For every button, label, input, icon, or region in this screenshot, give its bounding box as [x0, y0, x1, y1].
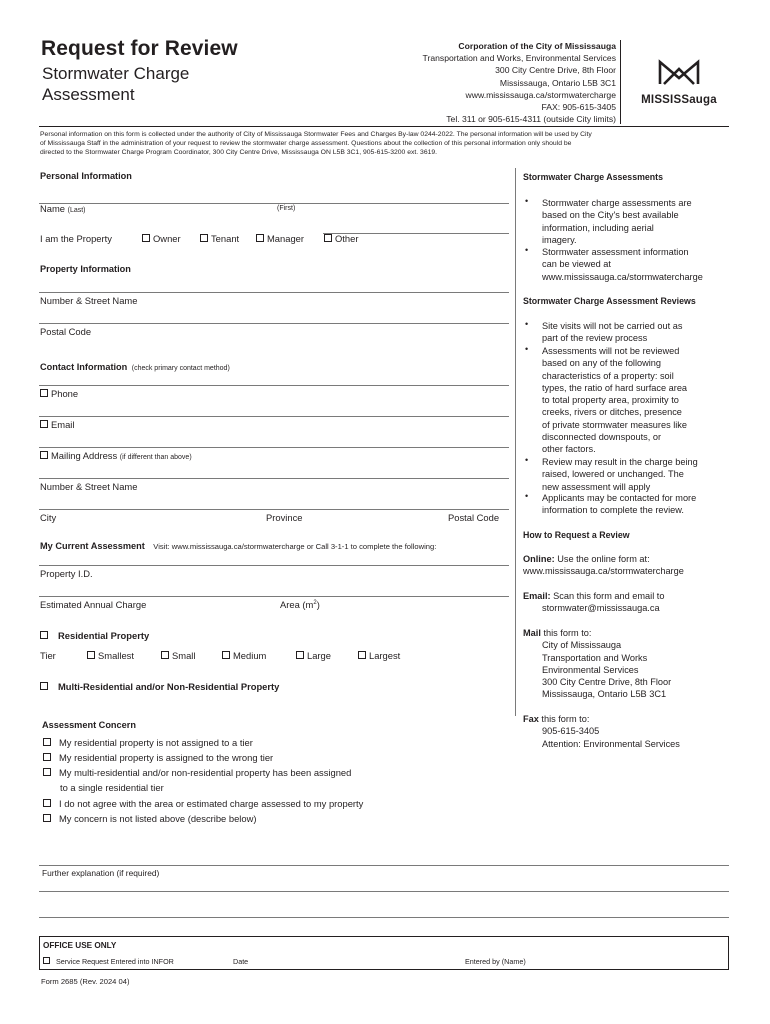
property-id-line[interactable] [39, 565, 509, 566]
notice-line: Personal information on this form is collected under the authority of City of Mississauga Stormwater Fees and Charges By-law 0244-2022. The personal information will be used by City [40, 131, 592, 138]
section-assessment-concern: Assessment Concern [42, 720, 136, 730]
bullet-icon: • [525, 319, 529, 329]
mississauga-logo [636, 58, 722, 104]
contact-phone-option[interactable] [40, 388, 78, 399]
province-label: Province [266, 512, 303, 523]
notice-line: of Mississauga Staff in the administration of your request to review the stormwater charge assessment. Questions about the collection of this personal information only should be [40, 140, 572, 148]
sidebar-how-heading: How to Request a Review [523, 530, 630, 540]
logo-wordmark: MISSISSauga [641, 94, 717, 106]
sidebar-assessments-heading: Stormwater Charge Assessments [523, 172, 663, 182]
explanation-line-2[interactable] [39, 891, 729, 892]
role-other-label: Other [335, 233, 359, 244]
assessment-instruction: Visit: www.mississauga.ca/stormwatercharge or Call 3-1-1 to complete the following: [153, 542, 437, 551]
form-subtitle [42, 63, 189, 105]
tier-largest-label: Largest [369, 650, 401, 661]
role-tenant-option[interactable] [200, 233, 239, 244]
concern-label-2: My residential property is assigned to the wrong tier [59, 752, 274, 763]
checkbox[interactable] [296, 651, 304, 659]
checkbox[interactable] [222, 651, 230, 659]
bullet-line: can be viewed at [542, 259, 611, 270]
tier-small-label: Small [172, 650, 196, 661]
concern-label-3: My multi-residential and/or non-residential property has been assigned [59, 767, 352, 778]
bullet-line: imagery. [542, 234, 577, 245]
tier-largest-option[interactable] [358, 650, 400, 661]
form-title: Request for Review [41, 37, 238, 60]
mailing-street-label: Number & Street Name [40, 481, 138, 492]
mississauga-logo-icon [636, 58, 722, 88]
mailing-street-line[interactable] [39, 478, 509, 479]
name-field-line[interactable] [39, 203, 509, 204]
further-explanation-label: Further explanation (if required) [42, 868, 160, 878]
contact-heading: Contact Information [40, 362, 128, 372]
office-entered-by-label: Entered by (Name) [465, 957, 526, 966]
role-other-option[interactable] [324, 233, 358, 244]
fax-number: 905-615-3405 [542, 726, 600, 737]
section-current-assessment [40, 536, 436, 554]
annual-charge-line[interactable] [39, 596, 509, 597]
how-mail [523, 627, 671, 701]
bullet-line: other factors. [542, 444, 596, 455]
property-street-label: Number & Street Name [40, 295, 138, 306]
tier-smallest-option[interactable] [87, 650, 134, 661]
mailing-postal-label: Postal Code [448, 512, 500, 523]
property-postal-line[interactable] [39, 323, 509, 324]
name-label-text: Name [40, 203, 66, 214]
checkbox[interactable] [43, 738, 51, 746]
privacy-notice [40, 130, 730, 158]
email-method-text: Scan this form and email to [553, 591, 665, 601]
bullet-line: new assessment will apply [542, 481, 651, 492]
concern-label-5: My concern is not listed above (describe below) [59, 813, 257, 824]
checkbox[interactable] [43, 753, 51, 761]
annual-charge-label: Estimated Annual Charge [40, 599, 147, 610]
header-rule [39, 126, 729, 127]
bullet-line: Site visits will not be carried out as [542, 321, 683, 331]
mailing-label: Mailing Address [51, 450, 118, 461]
org-line: Tel. 311 or 905-615-4311 (outside City limits) [446, 114, 616, 125]
bullet-line: creeks, rivers or ditches, presence [542, 407, 682, 418]
tier-medium-label: Medium [233, 650, 267, 661]
org-line: Transportation and Works, Environmental Services [422, 53, 616, 64]
residential-property-option[interactable] [40, 630, 149, 641]
checkbox[interactable] [43, 799, 51, 807]
checkbox[interactable] [40, 631, 48, 639]
tier-medium-option[interactable] [222, 650, 266, 661]
multi-residential-label: Multi-Residential and/or Non-Residential Property [58, 681, 280, 692]
section-property-information: Property Information [40, 264, 131, 274]
notice-line: directed to the Stormwater Charge Program Coordinator, 300 City Centre Drive, Mississauga ON L5B 3C1, 905-615-3200 ext. 3619. [40, 149, 438, 157]
sidebar-divider [515, 168, 516, 716]
concern-label-1: My residential property is not assigned to a tier [59, 737, 253, 748]
org-line: Mississauga, Ontario L5B 3C1 [499, 77, 616, 88]
bullet-line: Stormwater charge assessments are [542, 198, 692, 208]
bullet-icon: • [525, 455, 529, 465]
mailing-line[interactable] [39, 447, 509, 448]
bullet-line: part of the review process [542, 333, 648, 344]
online-label: Online: [523, 554, 555, 564]
checkbox[interactable] [256, 234, 264, 242]
contact-hint: (check primary contact method) [131, 365, 230, 372]
org-line: www.mississauga.ca/stormwatercharge [465, 89, 616, 100]
mailing-hint: (if different than above) [119, 454, 192, 461]
area-label-text: Area (m [280, 599, 314, 610]
review-bullet-4 [542, 492, 696, 517]
mail-address-line: Transportation and Works [542, 652, 648, 663]
review-bullet-3 [542, 456, 698, 493]
bullet-line: information, including aerial [542, 222, 654, 233]
tier-label: Tier [40, 650, 56, 661]
property-id-label: Property I.D. [40, 568, 93, 579]
email-method-label: Email: [523, 591, 551, 601]
form-number: Form 2685 (Rev. 2024 04) [41, 977, 130, 986]
tier-small-option[interactable] [161, 650, 195, 661]
fax-method-text: this form to: [541, 714, 590, 724]
tier-large-option[interactable] [296, 650, 331, 661]
multi-residential-option[interactable] [40, 681, 279, 692]
residential-property-label: Residential Property [58, 630, 150, 641]
checkbox[interactable] [40, 389, 48, 397]
first-name-hint: (First) [277, 205, 296, 212]
review-bullet-1 [542, 320, 682, 345]
property-postal-label: Postal Code [40, 326, 92, 337]
review-bullet-2 [542, 345, 687, 456]
mail-method-text: this form to: [543, 628, 592, 638]
checkbox[interactable] [43, 814, 51, 822]
property-street-line[interactable] [39, 292, 509, 293]
city-line[interactable] [39, 509, 509, 510]
name-label [40, 203, 86, 214]
service-request-option[interactable] [43, 957, 174, 966]
office-date-label: Date [233, 957, 249, 966]
org-line: FAX: 905-615-3405 [541, 102, 616, 113]
bullet-line: based on any of the following [542, 358, 662, 369]
org-line: 300 City Centre Drive, 8th Floor [495, 65, 616, 76]
bullet-line: disconnected downspouts, or [542, 432, 662, 443]
online-text: Use the online form at: [557, 554, 650, 564]
mail-address-line: City of Mississauga [542, 640, 622, 651]
bullet-line: Stormwater assessment information [542, 247, 689, 257]
role-tenant-label: Tenant [211, 233, 240, 244]
phone-line[interactable] [39, 385, 509, 386]
area-label [280, 599, 320, 610]
subtitle-line-2: Assessment [42, 85, 135, 104]
concern-option-5[interactable] [43, 813, 257, 824]
bullet-line: of private stormwater measures like [542, 419, 688, 430]
how-email [523, 590, 664, 615]
mail-address-line: Environmental Services [542, 664, 639, 675]
bullet-line: based on the City's best available [542, 210, 679, 221]
sidebar-reviews-heading: Stormwater Charge Assessment Reviews [523, 296, 696, 306]
org-name: Corporation of the City of Mississauga [458, 41, 616, 51]
bullet-icon: • [525, 245, 529, 255]
assessment-bullet-2 [542, 246, 703, 283]
concern-option-2[interactable] [43, 752, 273, 763]
city-label: City [40, 512, 57, 523]
checkbox[interactable] [43, 957, 50, 964]
property-role-label: I am the Property [40, 233, 112, 244]
fax-attention: Attention: Environmental Services [542, 738, 680, 749]
online-url-link[interactable]: www.mississauga.ca/stormwatercharge [523, 566, 684, 577]
mail-address-line: 300 City Centre Drive, 8th Floor [542, 677, 672, 688]
bullet-line: information to complete the review. [542, 505, 684, 516]
office-use-heading: OFFICE USE ONLY [43, 941, 117, 950]
concern-option-1[interactable] [43, 737, 253, 748]
bullet-line: types, the ratio of hard surface area [542, 382, 688, 393]
section-contact-information [40, 357, 230, 375]
checkbox[interactable] [358, 651, 366, 659]
bullet-line: characteristics of a property: soil [542, 370, 674, 381]
email-address-link[interactable]: stormwater@mississauga.ca [542, 603, 660, 614]
role-owner-label: Owner [153, 233, 181, 244]
bullet-icon: • [525, 196, 529, 206]
concern-option-3[interactable] [43, 767, 351, 778]
checkbox[interactable] [43, 768, 51, 776]
fax-method-label: Fax [523, 714, 539, 724]
contact-mailing-option[interactable] [40, 450, 192, 461]
checkbox[interactable] [40, 420, 48, 428]
role-manager-label: Manager [267, 233, 305, 244]
area-superscript: 2 [313, 599, 317, 606]
assessment-bullet-1 [542, 197, 692, 246]
mail-address-line: Mississauga, Ontario L5B 3C1 [542, 689, 667, 700]
checkbox[interactable] [40, 682, 48, 690]
checkbox[interactable] [200, 234, 208, 242]
concern-label-4: I do not agree with the area or estimated charge assessed to my property [59, 798, 364, 809]
phone-label: Phone [51, 388, 79, 399]
checkbox[interactable] [87, 651, 95, 659]
checkbox[interactable] [161, 651, 169, 659]
tier-large-label: Large [307, 650, 331, 661]
email-label: Email [51, 419, 75, 430]
explanation-line-3[interactable] [39, 917, 729, 918]
tier-smallest-label: Smallest [98, 650, 134, 661]
bullet-line: Applicants may be contacted for more [542, 493, 697, 503]
mail-method-label: Mail [523, 628, 541, 638]
assessment-heading: My Current Assessment [40, 541, 145, 551]
checkbox[interactable] [142, 234, 150, 242]
bullet-icon: • [525, 344, 529, 354]
organization-address [360, 40, 616, 125]
email-line[interactable] [39, 416, 509, 417]
bullet-line: to total property area, proximity to [542, 395, 679, 406]
header-divider [620, 40, 621, 124]
bullet-line: www.mississauga.ca/stormwatercharge [542, 271, 703, 282]
further-explanation-line[interactable] [39, 865, 729, 866]
area-label-close: ) [316, 599, 320, 610]
service-request-label: Service Request Entered into INFOR [56, 957, 174, 966]
role-owner-option[interactable] [142, 233, 181, 244]
how-fax [523, 713, 680, 750]
subtitle-line-1: Stormwater Charge [42, 64, 190, 83]
role-manager-option[interactable] [256, 233, 304, 244]
bullet-line: Review may result in the charge being [542, 457, 698, 467]
bullet-icon: • [525, 491, 529, 501]
checkbox[interactable] [40, 451, 48, 459]
concern-option-4[interactable] [43, 798, 363, 809]
section-personal-information: Personal Information [40, 171, 132, 181]
contact-email-option[interactable] [40, 419, 74, 430]
how-online [523, 553, 684, 578]
bullet-line: Assessments will not be reviewed [542, 346, 680, 356]
bullet-line: raised, lowered or unchanged. The [542, 469, 684, 480]
last-name-hint: (Last) [67, 207, 86, 214]
checkbox[interactable] [324, 234, 332, 242]
concern-label-3-continued: to a single residential tier [60, 782, 164, 793]
